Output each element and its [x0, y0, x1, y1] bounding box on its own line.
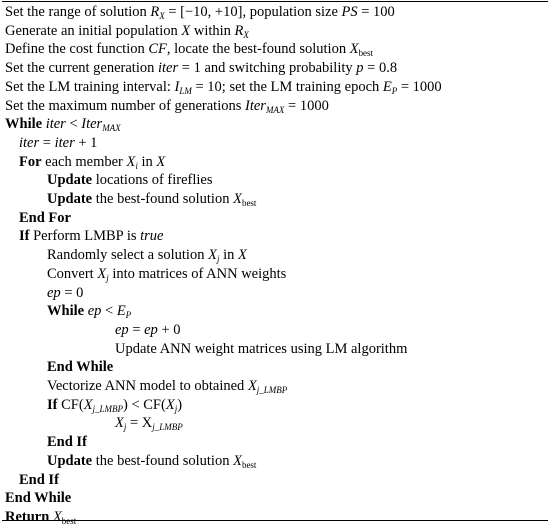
- algorithm-line: [5, 59, 397, 78]
- line-text: = 1 and switching probability: [178, 60, 357, 77]
- line-text: X: [52, 508, 62, 525]
- line-text: If: [47, 396, 58, 413]
- line-subscript: MAX: [265, 104, 285, 115]
- line-text: Iter: [245, 97, 266, 114]
- bottom-rule: [2, 520, 548, 521]
- line-text: CF(: [57, 396, 84, 413]
- line-text: Vectorize ANN model to obtained: [47, 378, 248, 394]
- line-text: Generate an initial population: [5, 22, 182, 39]
- line-text: X: [126, 153, 136, 170]
- line-text: Define the cost function: [5, 41, 149, 58]
- line-text: For: [19, 153, 42, 170]
- algorithm-line: [5, 3, 395, 22]
- line-text: =: [39, 134, 55, 151]
- line-subscript: j: [123, 422, 127, 433]
- line-subscript: j: [216, 254, 220, 265]
- line-text: Perform LMBP is: [29, 228, 141, 245]
- line-text: Return: [5, 508, 50, 525]
- line-text: Update: [47, 191, 93, 207]
- algorithm-line: [19, 153, 165, 172]
- line-text: = 0: [60, 284, 84, 301]
- line-text: <: [101, 303, 117, 320]
- line-text: PS: [341, 4, 358, 20]
- line-text: R: [234, 22, 244, 39]
- line-subscript: LM: [179, 85, 192, 96]
- line-text: , locate the best-found solution: [166, 41, 350, 58]
- line-text: ep: [87, 303, 102, 320]
- line-subscript: MAX: [102, 123, 121, 134]
- line-text: = 1000: [397, 78, 442, 95]
- algorithm-line: [47, 302, 131, 321]
- line-text: = 100: [357, 4, 395, 20]
- algorithm-line: [19, 227, 163, 246]
- line-text: + 1: [74, 134, 98, 151]
- line-text: X: [247, 378, 257, 394]
- algorithm-line: [47, 433, 87, 452]
- line-text: X: [233, 452, 242, 469]
- line-subscript: P: [391, 85, 398, 96]
- algorithm-line: [5, 508, 76, 527]
- line-text: X: [233, 191, 242, 207]
- line-text: = 1000: [284, 97, 329, 114]
- line-text: <: [65, 116, 82, 133]
- algorithm-line: [47, 246, 247, 265]
- line-text: ep: [144, 321, 158, 338]
- line-text: in: [219, 247, 238, 264]
- line-text: CF: [148, 41, 167, 58]
- algorithm-line: [19, 209, 71, 228]
- line-subscript: j: [106, 272, 109, 283]
- line-text: While: [5, 116, 43, 133]
- algorithm-line: [5, 115, 121, 134]
- line-text: X: [181, 22, 191, 39]
- line-text: I: [174, 78, 180, 95]
- algorithm-line: [5, 97, 329, 116]
- top-rule: [2, 1, 548, 2]
- line-subscript: X: [243, 29, 249, 40]
- line-text: the best-found solution: [92, 191, 234, 207]
- line-text: Set the range of solution: [5, 4, 151, 20]
- line-subscript: P: [125, 310, 132, 321]
- line-text: iter: [158, 60, 179, 77]
- line-text: Set the maximum number of generations: [5, 97, 246, 114]
- line-text: X: [208, 247, 217, 264]
- line-text: End If: [19, 471, 59, 488]
- algorithm-line: [47, 396, 182, 415]
- line-text: p: [356, 60, 364, 77]
- line-text: End While: [47, 359, 114, 376]
- algorithm-line: [19, 134, 97, 153]
- line-text: X: [237, 247, 247, 264]
- line-text: ep: [115, 321, 129, 338]
- algorithm-line: [115, 414, 183, 433]
- algorithm-line: [115, 340, 407, 359]
- line-text: Set the current generation: [5, 60, 158, 77]
- line-text: R: [150, 4, 160, 20]
- line-text: Set the LM training interval:: [5, 78, 175, 95]
- line-text: true: [140, 228, 164, 245]
- line-text: locations of fireflies: [92, 172, 213, 189]
- line-text: = 0.8: [363, 60, 398, 77]
- line-text: X: [165, 396, 175, 413]
- algorithm-line: [5, 22, 249, 41]
- line-text: iter: [19, 134, 40, 151]
- line-text: ) < CF(: [123, 396, 166, 413]
- line-text: ): [177, 396, 183, 413]
- algorithm-line: [47, 171, 213, 190]
- line-text: the best-found solution: [92, 452, 234, 469]
- line-text: Update: [47, 452, 93, 469]
- line-subscript: j_LMBP: [152, 422, 183, 433]
- algorithm-line: [5, 489, 71, 508]
- line-subscript: j_LMBP: [256, 385, 288, 396]
- line-subscript: best: [241, 198, 257, 209]
- line-text: X: [349, 41, 359, 58]
- algorithm-line: [115, 321, 181, 340]
- line-text: Convert: [47, 265, 98, 282]
- line-text: each member: [41, 153, 127, 170]
- line-text: X: [83, 396, 93, 413]
- line-text: End While: [5, 490, 72, 507]
- line-text: iter: [54, 134, 75, 151]
- line-subscript: best: [241, 459, 257, 470]
- line-text: If: [19, 228, 30, 245]
- line-text: in: [137, 153, 157, 170]
- line-text: E: [116, 303, 126, 320]
- line-text: within: [190, 22, 235, 39]
- line-text: X: [115, 415, 124, 432]
- line-text: End If: [47, 434, 87, 451]
- line-subscript: i: [135, 160, 138, 171]
- line-text: Randomly select a solution: [47, 247, 209, 264]
- line-text: + 0: [157, 321, 181, 338]
- line-text: Iter: [81, 116, 103, 133]
- line-text: iter: [45, 116, 66, 133]
- line-text: E: [382, 78, 392, 95]
- algorithm-line: [47, 284, 83, 303]
- line-subscript: X: [159, 11, 165, 22]
- line-text: into matrices of ANN weights: [108, 265, 287, 282]
- algorithm-line: [47, 190, 256, 209]
- algorithm-line: [19, 471, 59, 490]
- algorithm-line: [5, 78, 442, 97]
- line-text: X: [97, 265, 107, 282]
- line-text: =: [128, 321, 145, 338]
- algorithm-line: [5, 40, 373, 59]
- line-text: X: [156, 153, 166, 170]
- line-subscript: best: [61, 516, 77, 527]
- line-text: = X: [126, 415, 153, 432]
- line-subscript: j: [174, 403, 178, 414]
- line-text: ep: [47, 284, 61, 301]
- line-text: End For: [19, 209, 71, 226]
- algorithm-line: [47, 358, 113, 377]
- line-subscript: j_LMBP: [92, 403, 123, 414]
- line-text: = [−10, +10], population size: [164, 4, 342, 20]
- algorithm-line: [47, 377, 287, 396]
- line-text: Update: [47, 172, 93, 189]
- line-subscript: best: [358, 48, 374, 59]
- algorithm-line: [47, 265, 286, 284]
- algorithm-line: [47, 452, 256, 471]
- line-text: = 10; set the LM training epoch: [191, 78, 383, 95]
- line-text: Update ANN weight matrices using LM algorithm: [115, 340, 408, 357]
- line-text: While: [47, 303, 85, 320]
